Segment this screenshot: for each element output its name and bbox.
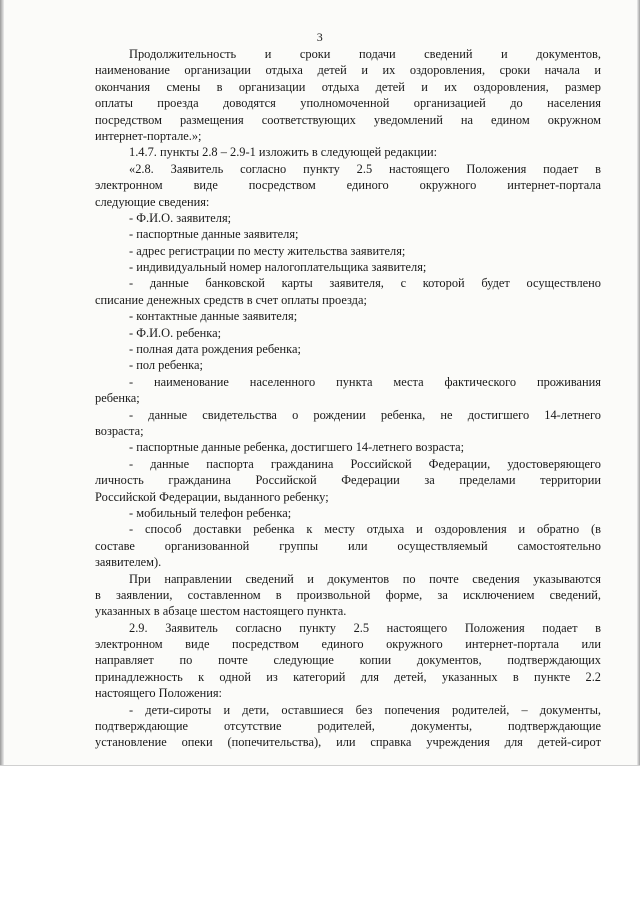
document-body xyxy=(95,46,601,751)
text-line: в заявлении, составленном в произвольной форме, за исключением сведений, xyxy=(95,587,601,602)
text-line: - паспортные данные заявителя; xyxy=(129,227,299,242)
text-line: указанных в абзаце шестом настоящего пункта. xyxy=(95,604,347,619)
text-line: интернет-портале.»; xyxy=(95,128,202,143)
text-line: оплаты проезда доводятся уполномоченной организацией до населения xyxy=(95,96,601,111)
text-line: посредством размещения соответствующих уведомлений на едином окружном xyxy=(95,112,601,127)
text-line: - индивидуальный номер налогоплательщика заявителя; xyxy=(129,260,427,275)
text-line: - паспортные данные ребенка, достигшего 14-летнего возраста; xyxy=(129,440,465,455)
page-number: 3 xyxy=(316,30,324,44)
text-line: - Ф.И.О. ребенка; xyxy=(129,325,222,340)
text-line: возраста; xyxy=(95,423,144,438)
text-line: - данные паспорта гражданина Российской Федерации, удостоверяющего xyxy=(129,456,601,471)
text-line: ребенка; xyxy=(95,391,140,406)
text-line: - мобильный телефон ребенка; xyxy=(129,505,292,520)
text-line: - полная дата рождения ребенка; xyxy=(129,342,301,357)
text-line: - дети-сироты и дети, оставшиеся без попечения родителей, – документы, xyxy=(129,702,601,717)
text-line: электронном виде посредством единого окружного интернет-портала или xyxy=(95,637,601,652)
text-line: подтверждающие отсутствие родителей, документы, подтверждающие xyxy=(95,719,601,734)
text-line: Российской Федерации, выданного ребенку; xyxy=(95,489,329,504)
text-line: направляет по почте следующие копии документов, подтверждающих xyxy=(95,653,601,668)
text-line: личность гражданина Российской Федерации за пределами территории xyxy=(95,473,601,488)
scan-edge-left xyxy=(0,0,4,765)
text-line: - контактные данные заявителя; xyxy=(129,309,298,324)
text-line: - адрес регистрации по месту жительства заявителя; xyxy=(129,243,406,258)
text-line: Продолжительность и сроки подачи сведений и документов, xyxy=(129,47,601,61)
text-line: заявителем). xyxy=(95,555,162,570)
text-line: - Ф.И.О. заявителя; xyxy=(129,210,232,225)
text-line: - данные банковской карты заявителя, с которой будет осуществлено xyxy=(129,276,601,291)
text-line: «2.8. Заявитель согласно пункту 2.5 настоящего Положения подает в xyxy=(129,161,601,176)
text-line: настоящего Положения: xyxy=(95,686,222,701)
text-line: составе организованной группы или осуществляемый самостоятельно xyxy=(95,538,601,553)
text-line: - наименование населенного пункта места фактического проживания xyxy=(129,374,601,389)
blank-margin xyxy=(0,766,640,905)
text-line: При направлении сведений и документов по почте сведения указываются xyxy=(129,571,601,586)
text-line: наименование организации отдыха детей и их оздоровления, сроки начала и xyxy=(95,63,601,78)
text-line: - данные свидетельства о рождении ребенка, не достигшего 14-летнего xyxy=(129,407,601,422)
text-line: - пол ребенка; xyxy=(129,358,203,373)
text-line: окончания смены в организации отдыха детей и их оздоровления, размер xyxy=(95,79,601,94)
text-line: - способ доставки ребенка к месту отдыха и оздоровления и обратно (в xyxy=(129,522,601,537)
text-line: установление опеки (попечительства), или справка учреждения для детей-сирот xyxy=(95,735,601,750)
text-line: принадлежность к одной из категорий для детей, указанных в пункте 2.2 xyxy=(95,669,601,684)
text-line: 2.9. Заявитель согласно пункту 2.5 настоящего Положения подает в xyxy=(129,620,601,635)
text-line: списание денежных средств в счет оплаты проезда; xyxy=(95,292,367,307)
text-line: следующие сведения: xyxy=(95,194,210,209)
text-line: 1.4.7. пункты 2.8 – 2.9-1 изложить в следующей редакции: xyxy=(129,145,438,160)
text-line: электронном виде посредством единого окружного интернет-портала xyxy=(95,178,601,193)
